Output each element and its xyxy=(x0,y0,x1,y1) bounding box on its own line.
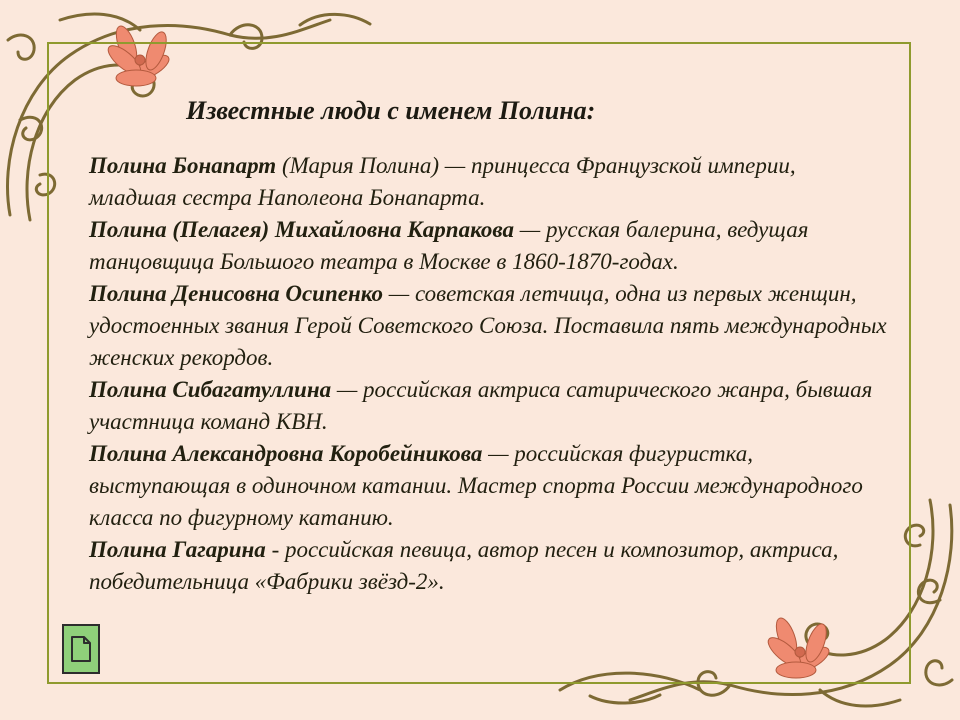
person-description: — русская балерина, ведущая танцовщица Большого театра в Москве в 1860-1870-годах. xyxy=(89,217,809,274)
people-list xyxy=(89,150,889,598)
list-item xyxy=(89,214,889,278)
slide-title: Известные люди с именем Полина: xyxy=(186,96,596,125)
list-item xyxy=(89,534,889,598)
person-description: — советская летчица, одна из первых женщин, удостоенных звания Герой Советского Союза. Поставила пять международных женских рекордов. xyxy=(89,281,887,370)
person-description: — российская актриса сатирического жанра, бывшая участница команд КВН. xyxy=(89,377,873,434)
list-item xyxy=(89,278,889,374)
person-description: — российская фигуристка, выступающая в одиночном катании. Мастер спорта России международного класса по фигурному катанию. xyxy=(89,441,863,530)
person-description: - российская певица, автор песен и композитор, актриса, победительница «Фабрики звёзд-2». xyxy=(89,537,839,594)
list-item xyxy=(89,150,889,214)
list-item xyxy=(89,438,889,534)
person-name: Полина Сибагатуллина xyxy=(89,377,332,402)
document-button[interactable] xyxy=(62,624,100,674)
document-icon xyxy=(70,635,92,663)
person-name: Полина Денисовна Осипенко xyxy=(89,281,384,306)
person-name: Полина Гагарина xyxy=(89,537,266,562)
person-description: (Мария Полина) — принцесса Французской империи, младшая сестра Наполеона Бонапарта. xyxy=(89,153,796,210)
person-name: Полина (Пелагея) Михайловна Карпакова xyxy=(89,217,514,242)
person-name: Полина Александровна Коробейникова xyxy=(89,441,483,466)
list-item xyxy=(89,374,889,438)
person-name: Полина Бонапарт xyxy=(89,153,277,178)
